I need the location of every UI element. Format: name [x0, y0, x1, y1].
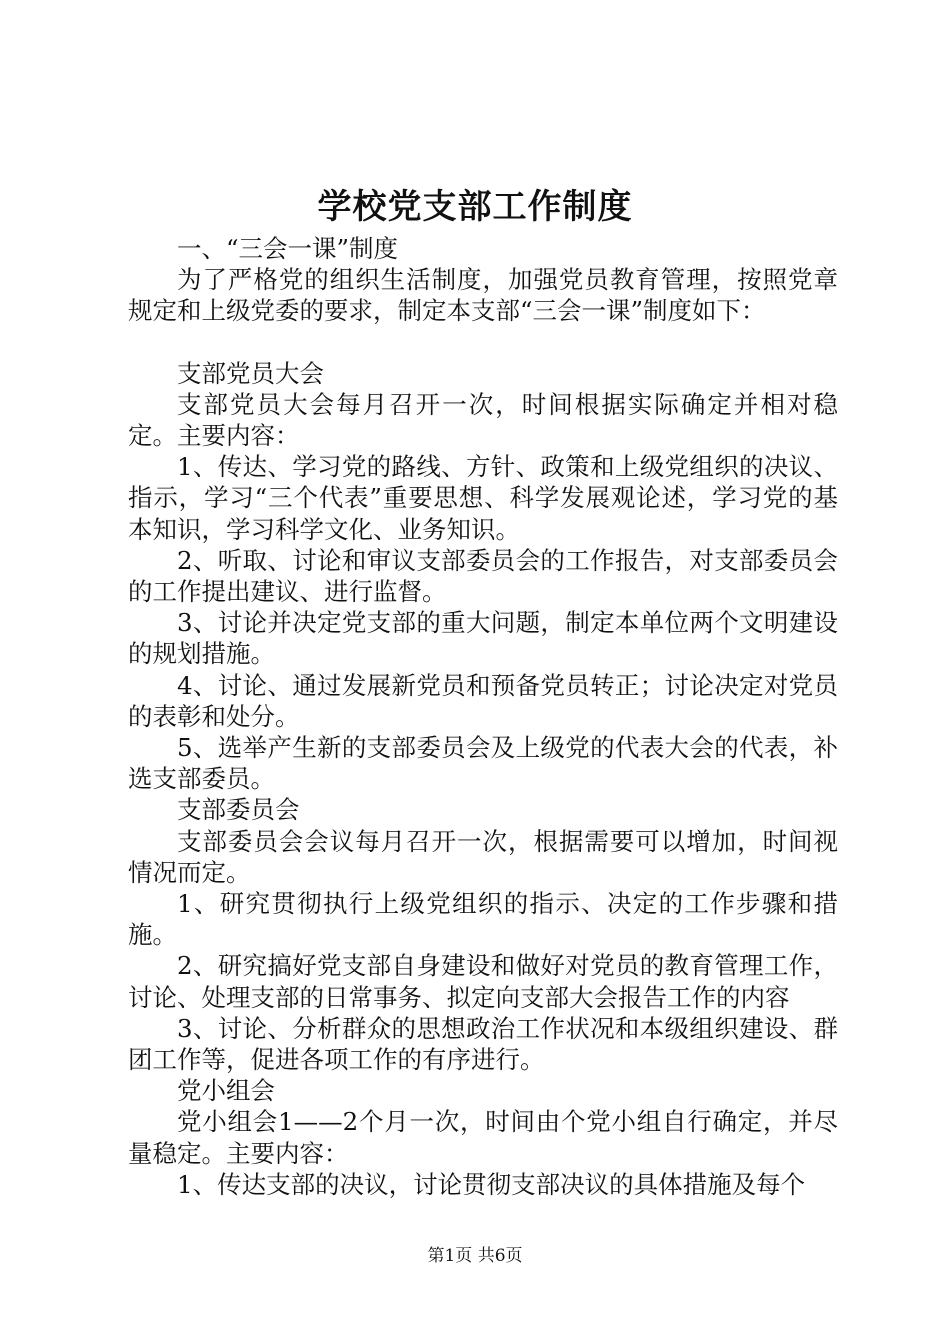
subsection-heading: 支部委员会	[177, 795, 300, 825]
list-item: 2、研究搞好党支部自身建设和做好对党员的教育管理工作，讨论、处理支部的日常事务、拟定向支部大会报告工作的内容	[128, 951, 838, 1012]
list-item: 1、传达、学习党的路线、方针、政策和上级党组织的决议、指示，学习“三个代表”重要思想、科学发展观论述，学习党的基本知识，学习科学文化、业务知识。	[128, 452, 838, 544]
page-number: 第1页 共6页	[427, 1246, 523, 1266]
list-item: 5、选举产生新的支部委员会及上级党的代表大会的代表，补选支部委员。	[128, 733, 838, 794]
subsection-heading: 支部党员大会	[177, 358, 324, 388]
document-body	[128, 233, 838, 1200]
list-item: 2、听取、讨论和审议支部委员会的工作报告，对支部委员会的工作提出建议、进行监督。	[128, 545, 838, 607]
list-item: 4、讨论、通过发展新党员和预备党员转正；讨论决定对党员的表彰和处分。	[128, 670, 838, 731]
document-title: 学校党支部工作制度	[317, 187, 633, 227]
list-item: 3、讨论并决定党支部的重大问题，制定本单位两个文明建设的规划措施。	[128, 608, 838, 669]
list-item: 3、讨论、分析群众的思想政治工作状况和本级组织建设、群团工作等，促进各项工作的有序进行。	[128, 1013, 838, 1075]
list-item: 1、传达支部的决议，讨论贯彻支部决议的具体措施及每个	[177, 1169, 806, 1199]
paragraph: 支部党员大会每月召开一次，时间根据实际确定并相对稳定。主要内容：	[128, 389, 838, 451]
list-item: 1、研究贯彻执行上级党组织的指示、决定的工作步骤和措施。	[128, 889, 838, 950]
paragraph: 为了严格党的组织生活制度，加强党员教育管理，按照党章规定和上级党委的要求，制定本支部“三会一课”制度如下：	[128, 265, 838, 326]
paragraph: 党小组会1——2个月一次，时间由个党小组自行确定，并尽量稳定。主要内容：	[128, 1107, 838, 1168]
section-heading: 一、“三会一课”制度	[177, 234, 399, 263]
paragraph: 支部委员会会议每月召开一次，根据需要可以增加，时间视情况而定。	[128, 826, 838, 887]
subsection-heading: 党小组会	[177, 1076, 275, 1106]
